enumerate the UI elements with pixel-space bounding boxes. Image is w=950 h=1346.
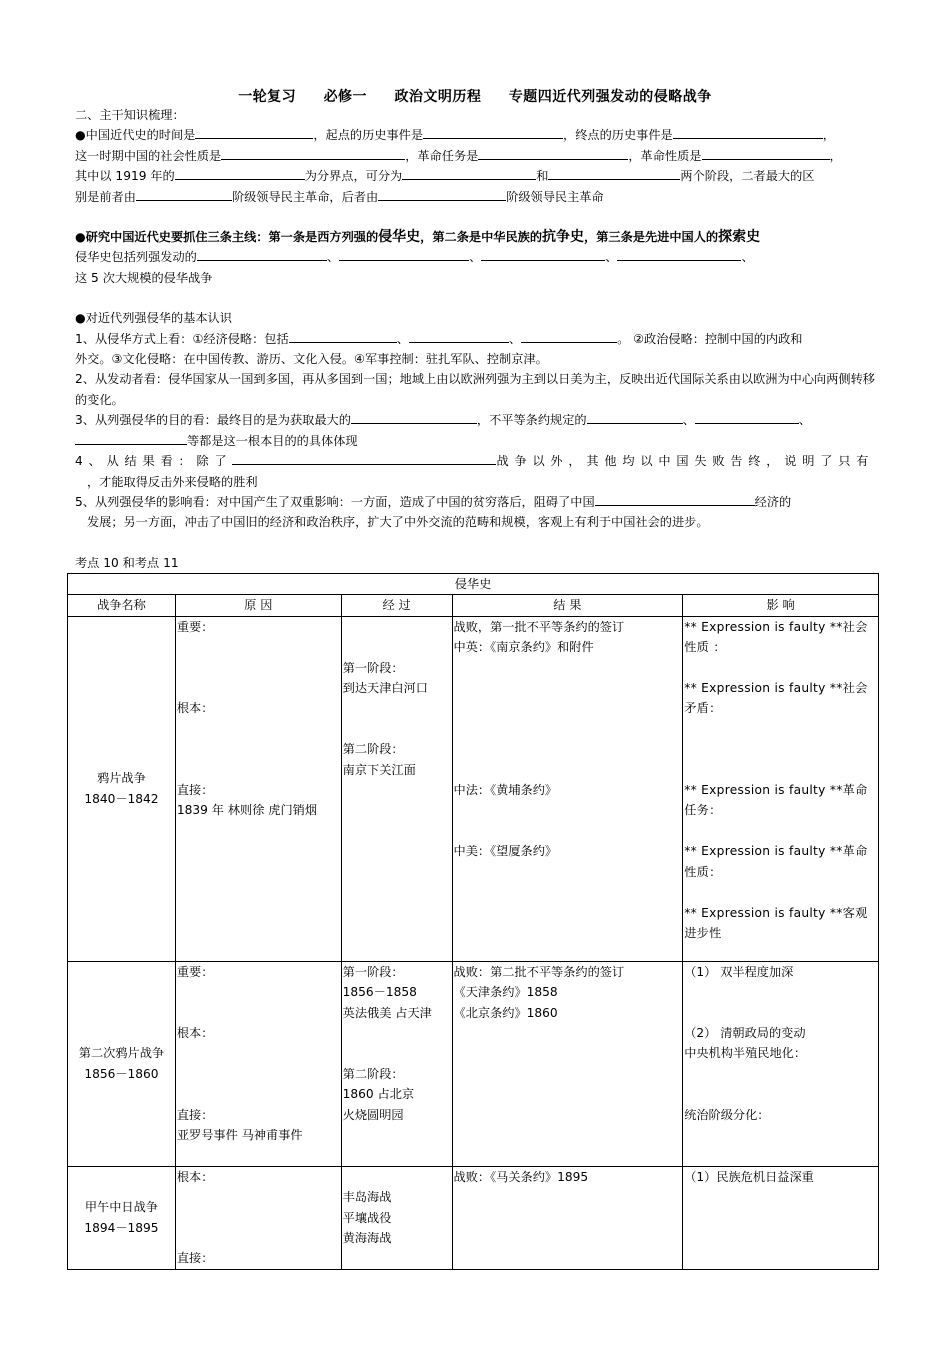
blank-line: [548, 166, 680, 180]
result-cell: 战败：《马关条约》1895: [452, 1166, 683, 1269]
invasion-history-table: [67, 573, 879, 1270]
blank-line: [481, 247, 605, 261]
kaodian-label: 考点 10 和考点 11: [75, 555, 179, 570]
paragraph-understanding: ●对近代列强侵华的基本认识 1、从侵华方式上看：①经济侵略：包括 、 、 。 ②政治侵略：控制中国的内政和 外交。③文化侵略：在中国传教、游历、文化入侵。④军事控制：驻扎军队、控制京津。 2、从发动者看：侵华国家从一国到多国，再从多国到一国；地域上由以欧洲列强为主到以日美为主，反映出近代国际关系由以欧洲为中心向两侧转移的变化。 3、从列强侵华的目的看：最终目的是为获取最大的 ，不平等条约规定的 、 、 等都是这一根本目的的具体体现 4、从结果看：除了 战争以外，其他均以中国失败告终，说明了只有 ，才能取得反击外来侵略的胜利 5、从列强侵华的影响看：对中国产生了双重影响：一方面，造成了中国的贫穷落后，阻碍了中国 经济的 发展；另一方面，冲击了中国旧的经济和政治秩序，扩大了中外交流的范畴和规模，客观上有利于中国社会的进步。: [75, 311, 875, 530]
war-name-cell: 鸦片战争 1840－1842: [68, 616, 176, 961]
blank-line: [595, 492, 755, 506]
title-part: 政治文明历程: [394, 89, 482, 105]
impact-cell: ** Expression is faulty **社会性质 ： ** Expression is faulty **社会矛盾： ** Expression is faulty **革命任务： ** Expression is faulty **革命性质： ** Expression is faulty **客观进步性: [683, 616, 879, 961]
result-cell: 战败：第二批不平等条约的签订 《天津条约》1858 《北京条约》1860: [452, 961, 683, 1166]
cause-cell: 重要： 根本： 直接： 1839 年 林则徐 虎门销烟: [175, 616, 341, 961]
cause-cell: 重要： 根本： 直接： 亚罗号事件 马神甫事件: [175, 961, 341, 1166]
result-cell: 战败，第一批不平等条约的签订 中英：《南京条约》和附件 中法：《黄埔条约》 中美：《望厦条约》: [452, 616, 683, 961]
blank-line: [673, 125, 823, 139]
blank-line: [402, 166, 536, 180]
war-name-cell: 第二次鸦片战争 1856－1860: [68, 961, 176, 1166]
table-row: [68, 961, 879, 1166]
blank-line: [478, 146, 628, 160]
blank-line: [695, 410, 799, 424]
blank-line: [702, 146, 830, 160]
title-part: 必修一: [323, 89, 368, 105]
war-name-cell: 甲午中日战争 1894－1895: [68, 1166, 176, 1269]
blank-line: [339, 247, 469, 261]
blank-line: [221, 146, 405, 160]
blank-line: [175, 166, 305, 180]
blank-line: [195, 125, 313, 139]
blank-line: [423, 125, 563, 139]
process-cell: 丰岛海战 平壤战役 黄海海战: [341, 1166, 452, 1269]
blank-line: [351, 410, 477, 424]
title-part: 一轮复习: [238, 89, 297, 105]
table-row: [68, 616, 879, 961]
blank-line: [232, 451, 496, 465]
document-body: [75, 105, 877, 573]
blank-line: [136, 187, 232, 201]
process-cell: 第一阶段： 到达天津白河口 第二阶段： 南京下关江面: [341, 616, 452, 961]
cause-cell: 根本： 直接：: [175, 1166, 341, 1269]
table-row: [68, 1166, 879, 1269]
blank-line: [197, 247, 327, 261]
blank-line: [617, 247, 741, 261]
header-cell: 结 果: [452, 595, 683, 616]
section-heading: 二、主干知识梳理：: [75, 108, 185, 122]
title-part: 专题四近代列强发动的侵略战争: [508, 89, 712, 105]
blank-line: [409, 329, 509, 343]
blank-line: [75, 431, 187, 445]
blank-line: [378, 187, 506, 201]
paragraph-three-lines: ●研究中国近代史要抓住三条主线：第一条是西方列强的侵华史，第二条是中华民族的抗争史，第三条是先进中国人的探索史 侵华史包括列强发动的 、 、 、 、 这 5 次大规模的侵华战争: [75, 229, 761, 285]
blank-line: [587, 410, 683, 424]
impact-cell: （1） 双半程度加深 （2） 清朝政局的变动 中央机构半殖民地化： 统治阶级分化：: [683, 961, 879, 1166]
table-caption: 侵华史: [68, 574, 879, 595]
process-cell: 第一阶段： 1856－1858 英法俄美 占天津 第二阶段： 1860 占北京 火烧圆明园: [341, 961, 452, 1166]
paragraph-timeline: ●中国近代史的时间是 ，起点的历史事件是 ，终点的历史事件是 ， 这一时期中国的社会性质是 ，革命任务是 ，革命性质是 ， 其中以 1919 年的 为分界点，可分为 和 两个阶段，二者最大的区 别是前者由 阶级领导民主革命，后者由 阶级领导民主革命: [75, 125, 877, 207]
table-header-row: [68, 595, 879, 616]
blank-line: [521, 329, 617, 343]
page-title: [0, 86, 950, 106]
blank-line: [289, 329, 397, 343]
impact-cell: （1）民族危机日益深重: [683, 1166, 879, 1269]
header-cell: 原 因: [175, 595, 341, 616]
header-cell: 战争名称: [68, 595, 176, 616]
header-cell: 影 响: [683, 595, 879, 616]
header-cell: 经 过: [341, 595, 452, 616]
